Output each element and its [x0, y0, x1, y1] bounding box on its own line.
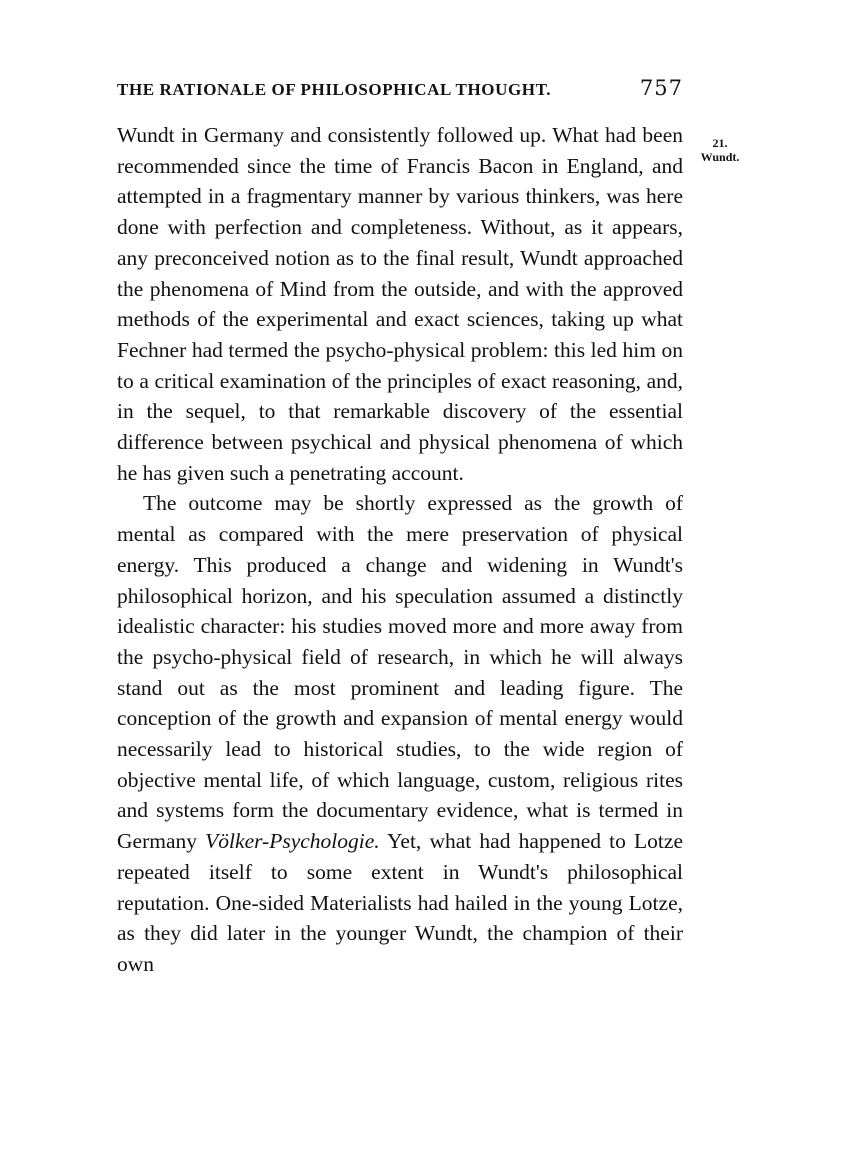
body-text — [117, 120, 683, 980]
page-number: 757 — [639, 76, 683, 100]
margin-note-number: 21. — [712, 136, 728, 150]
margin-note — [692, 136, 748, 164]
text-run: Yet, what had happened to Lotze repeated itself to some extent in Wundt's philosophical reputation. One-sided Materialists had hailed in the young Lotze, as they did later in the younger Wundt, the champion of their own — [117, 829, 683, 976]
text-run: The outcome may be shortly expressed as the growth of mental as compared with the mere preservation of physical energy. This produced a change and widening in Wundt's philosophical horizon, and his speculation assumed a distinctly idealistic character: his studies moved more and more away from the psycho-physical field of research, in which he will always stand out as the most prominent and leading figure. The conception of the growth and expansion of mental energy would necessarily lead to historical studies, to the wide region of objective mental life, of which language, custom, religious rites and systems form the documentary evidence, what is termed in Germany — [117, 491, 683, 854]
text-run: Wundt in Germany and consistently followed up. What had been recommended since the time of Francis Bacon in England, and attempted in a fragmentary manner by various thinkers, was here done with perfection and completeness. Without, as it appears, any preconceived notion as to the final result, Wundt approached the phenomena of Mind from the outside, and with the approved methods of the experimental and exact sciences, taking up what Fechner had termed the psycho-physical problem: this led him on to a critical examination of the principles of exact reasoning, and, in the sequel, to that remarkable discovery of the essential difference between psychical and physical phenomena of which he has given such a penetrating account. — [117, 123, 683, 485]
paragraph — [117, 488, 683, 979]
running-header — [117, 76, 683, 100]
running-title: THE RATIONALE OF PHILOSOPHICAL THOUGHT. — [117, 80, 552, 99]
paragraph — [117, 120, 683, 488]
margin-note-label: Wundt. — [700, 150, 740, 164]
italic-term: Völker-Psychologie. — [205, 829, 380, 854]
